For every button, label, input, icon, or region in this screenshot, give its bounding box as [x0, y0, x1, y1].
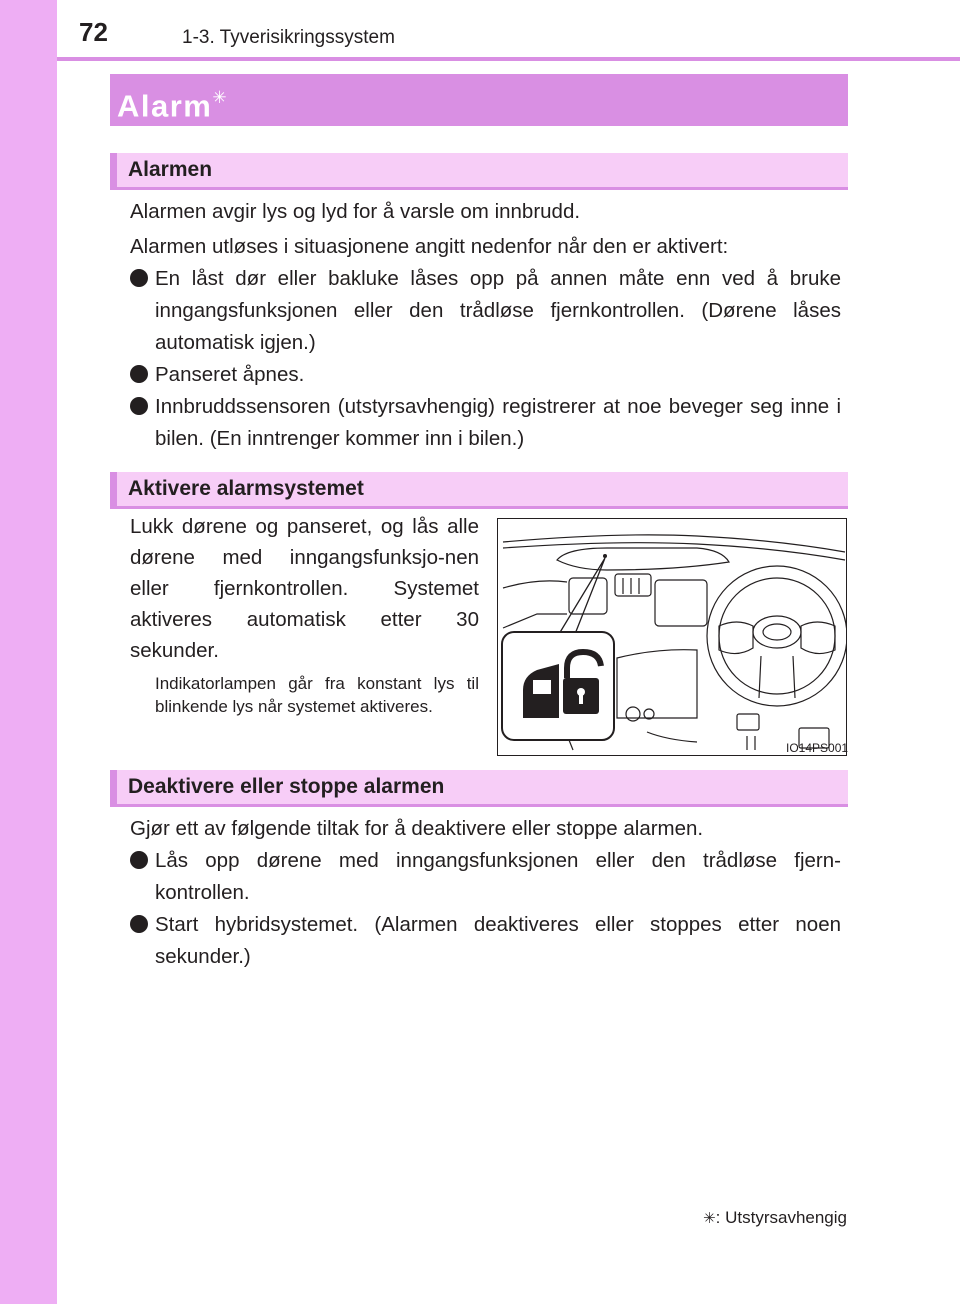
bullet-text: En låst dør eller bakluke låses opp på annen måte enn ved å bruke inngangsfunksjonen eller den trådløse fjernkontrollen. (Dørene låses automatisk igjen.) [155, 267, 841, 354]
subheading-deaktivere [110, 770, 848, 807]
bullet-text: Start hybridsystemet. (Alarmen deaktiveres eller stoppes etter noen sekunder.) [155, 913, 841, 968]
footnote-text: : Utstyrsavhengig [715, 1208, 847, 1227]
bullet-text: Lås opp dørene med inngangsfunksjonen eller den trådløse fjern-kontrollen. [155, 849, 841, 904]
deactivate-intro: Gjør ett av følgende tiltak for å deaktivere eller stoppe alarmen. [130, 817, 704, 840]
subheading-alarmen-text: Alarmen [128, 158, 213, 181]
bullet-dot [130, 397, 148, 415]
security-indicator-icon [502, 632, 614, 740]
subheading-alarmen [110, 153, 848, 190]
running-header: 1-3. Tyverisikringssystem [182, 27, 395, 48]
indicator-caption: Indikatorlampen går fra konstant lys til blinkende lys når systemet aktiveres. [155, 674, 479, 716]
bullet-dot [130, 365, 148, 383]
page-number: 72 [79, 17, 108, 47]
header-rule [57, 57, 960, 61]
bullet-text: Innbruddssensoren (utstyrsavhengig) registrerer at noe beveger seg inne i bilen. (En inntrenger kommer inn i bilen.) [155, 395, 841, 450]
bullet-item [130, 845, 841, 909]
bullet-item [130, 391, 841, 455]
optional-equipment-mark: ✳ [212, 88, 227, 107]
bullet-dot [130, 915, 148, 933]
intro-paragraph-1: Alarmen avgir lys og lyd for å varsle om innbrudd. [130, 200, 581, 223]
dashboard-illustration [497, 518, 847, 756]
page-title [117, 82, 227, 124]
bullet-item [130, 909, 841, 973]
bullet-item [130, 263, 841, 359]
bullet-dot [130, 851, 148, 869]
page-title-text: Alarm [117, 88, 213, 124]
side-tab-strip [0, 0, 57, 1304]
subheading-aktivere-text: Aktivere alarmsystemet [128, 477, 364, 500]
subheading-deaktivere-text: Deaktivere eller stoppe alarmen [128, 775, 445, 798]
intro-paragraph-2: Alarmen utløses i situasjonene angitt nedenfor når den er aktivert: [130, 235, 729, 258]
bullet-item [130, 359, 841, 391]
bullet-text: Panseret åpnes. [155, 363, 305, 386]
activate-paragraph: Lukk dørene og panseret, og lås alle dørene med inngangsfunksjo-nen eller fjernkontrollen. Systemet aktiveres automatisk etter 30 sekunder. [130, 515, 479, 662]
footnote-symbol: ✳ [703, 1210, 716, 1227]
bullet-dot [130, 269, 148, 287]
footnote [703, 1207, 847, 1230]
illustration-code: IO14PS001 [786, 741, 849, 755]
subheading-aktivere [110, 472, 848, 509]
